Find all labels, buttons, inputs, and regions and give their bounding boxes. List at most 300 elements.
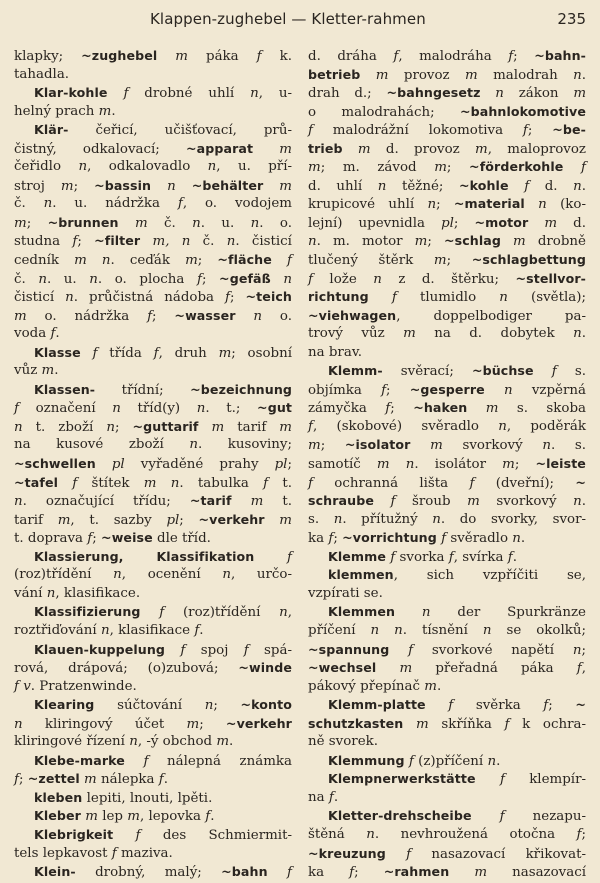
- entry-text: . tísnění: [402, 622, 483, 638]
- grammar-label: f: [123, 86, 129, 102]
- entry-line: [308, 288, 586, 307]
- entry-line: [308, 845, 586, 864]
- grammar-label: n: [308, 234, 317, 250]
- grammar-label: n: [573, 326, 582, 342]
- headword: ~motor: [474, 214, 529, 230]
- grammar-label: f: [14, 772, 19, 788]
- entry-line: [14, 399, 292, 418]
- headword: ~stellvor-: [515, 270, 586, 286]
- grammar-label: m: [430, 438, 443, 454]
- grammar-label: n: [366, 826, 375, 842]
- headword: ~leiste: [535, 456, 586, 472]
- entry-text: maziva.: [116, 845, 173, 861]
- entry-line: [14, 566, 292, 585]
- entry-text: (z)příčení: [413, 753, 488, 769]
- entry-text: ;: [386, 382, 410, 398]
- grammar-label: f: [408, 642, 414, 658]
- grammar-label: f: [92, 345, 98, 361]
- entry-text: ;: [287, 457, 292, 473]
- grammar-label: m: [308, 160, 321, 176]
- entry-text: skříňka: [428, 716, 505, 732]
- entry-text: , u-: [258, 86, 292, 102]
- entry-text: [389, 643, 408, 658]
- grammar-label: f: [576, 826, 582, 842]
- headword: Klauen-kuppelung: [34, 641, 166, 657]
- entry-text: .: [54, 363, 59, 379]
- entry-line: [308, 418, 586, 437]
- grammar-label: f: [243, 642, 249, 658]
- entry-text: ;: [446, 160, 470, 176]
- entry-text: . o. plocha: [97, 271, 197, 287]
- headword: ~brunnen: [47, 214, 119, 230]
- entry-text: t. zboží: [22, 419, 107, 435]
- headword: Klasse: [34, 344, 81, 360]
- entry-text: ;: [390, 401, 414, 417]
- grammar-label: n: [38, 271, 47, 287]
- entry-text: .: [55, 326, 60, 342]
- entry-line: [308, 455, 586, 474]
- grammar-label: n: [112, 401, 121, 417]
- entry-text: ,: [287, 605, 292, 621]
- entry-text: . ceďák: [110, 253, 186, 269]
- entry-text: vání: [14, 585, 47, 601]
- entry-text: .: [436, 678, 442, 694]
- entry-text: [360, 68, 375, 83]
- entry-text: [232, 494, 251, 509]
- entry-line: [308, 121, 586, 140]
- grammar-label: f: [408, 753, 414, 769]
- headword: ~bahngesetz: [386, 85, 481, 101]
- grammar-label: n: [573, 67, 582, 83]
- headword: Klemm-: [328, 363, 383, 379]
- grammar-label: n: [283, 271, 292, 287]
- entry-line: [14, 807, 292, 826]
- entry-line: [308, 807, 586, 826]
- grammar-label: n n: [370, 622, 403, 638]
- entry-text: tlučený štěrk: [308, 253, 434, 269]
- entry-text: .: [496, 753, 501, 769]
- grammar-label: f: [385, 401, 391, 417]
- grammar-label: n: [573, 178, 582, 194]
- grammar-label: f: [543, 698, 549, 714]
- entry-text: kliringový účet: [22, 716, 187, 732]
- entry-text: drah d.;: [308, 86, 387, 102]
- grammar-label: n: [89, 271, 98, 287]
- entry-text: s.: [556, 364, 586, 380]
- entry-text: [509, 179, 525, 194]
- grammar-label: f: [287, 549, 292, 565]
- grammar-label: m: [98, 103, 112, 119]
- entry-line: [14, 659, 292, 678]
- entry-line: [14, 474, 292, 493]
- grammar-label: m: [573, 86, 587, 102]
- grammar-label: n: [167, 178, 176, 194]
- entry-text: třída: [97, 345, 154, 361]
- grammar-label: m: [474, 865, 488, 881]
- headword: schutzkasten: [308, 715, 404, 731]
- entry-text: svorkový: [442, 438, 543, 454]
- entry-text: drobný, malý;: [75, 865, 222, 881]
- headword: Klemme: [328, 548, 387, 564]
- entry-text: . označující třídu;: [22, 494, 190, 510]
- headword: ~material: [453, 196, 525, 212]
- entry-text: třídní;: [95, 382, 191, 398]
- grammar-label: f: [72, 234, 78, 250]
- entry-text: , lepovka: [139, 809, 206, 825]
- entry-line: [14, 158, 292, 177]
- headword: kleben: [34, 789, 83, 805]
- entry-text: čeřicí, učišťovací, prů-: [68, 123, 292, 139]
- grammar-label: f: [508, 49, 514, 64]
- entry-text: tarif: [224, 419, 280, 435]
- grammar-label: m: [60, 178, 74, 194]
- entry-line: [308, 511, 586, 530]
- grammar-label: m: [414, 234, 428, 250]
- entry-text: [253, 142, 279, 157]
- entry-text: , klasifikace.: [55, 585, 141, 601]
- entry-line: [14, 84, 292, 103]
- entry-text: č.: [147, 215, 193, 231]
- grammar-label: n: [14, 494, 23, 510]
- headword: ~weise: [101, 530, 153, 546]
- grammar-label: n: [373, 271, 382, 287]
- entry-text: klempír-: [504, 772, 586, 788]
- grammar-label: m: [84, 772, 97, 788]
- entry-text: , -ý obchod: [137, 734, 217, 750]
- entry-text: , maloprovoz: [487, 141, 586, 157]
- headword: ~kreuzung: [308, 845, 386, 861]
- grammar-label: n: [482, 622, 492, 638]
- entry-text: [534, 364, 552, 379]
- entry-text: [58, 476, 72, 491]
- entry-text: spá-: [248, 642, 292, 658]
- entry-text: dle tříd.: [152, 531, 211, 547]
- entry-text: [141, 605, 160, 620]
- entry-text: těžné;: [386, 178, 459, 194]
- entry-line: [308, 789, 586, 808]
- entry-text: . Pratzenwinde.: [30, 678, 137, 694]
- entry-text: . o.: [259, 215, 292, 231]
- grammar-label: m: [185, 253, 198, 269]
- grammar-label: f: [143, 753, 149, 769]
- entry-line: [308, 47, 586, 66]
- headword: ~schlag: [443, 233, 501, 249]
- entry-line: [308, 325, 586, 344]
- entry-text: ;: [513, 49, 535, 64]
- grammar-label: m: [216, 734, 230, 750]
- entry-text: štěná: [308, 826, 367, 842]
- headword: ~apparat: [186, 140, 254, 156]
- entry-text: [410, 438, 430, 453]
- headword: ~: [575, 474, 587, 490]
- grammar-label: f: [524, 178, 530, 194]
- grammar-label: f: [287, 253, 292, 269]
- grammar-label: m: [218, 345, 232, 361]
- entry-text: ;: [92, 531, 102, 547]
- entry-line: [14, 307, 292, 326]
- entry-text: . isolátor: [414, 457, 503, 473]
- entry-line: [308, 307, 586, 326]
- entry-text: , sich vzpříčiti se,: [393, 568, 586, 584]
- entry-text: ;: [77, 234, 95, 250]
- header-title: Klappen-zughebel — Kletter-rahmen: [150, 10, 426, 28]
- grammar-label: n: [504, 382, 513, 398]
- grammar-label: f: [87, 531, 93, 547]
- grammar-label: f: [328, 531, 334, 547]
- grammar-label: f: [581, 160, 586, 176]
- headword: ~bezeichnung: [190, 381, 292, 397]
- grammar-label: f: [469, 475, 475, 491]
- entry-text: příčení: [308, 622, 371, 638]
- entry-line: [308, 529, 586, 548]
- grammar-label: m n: [143, 475, 180, 491]
- entry-text: [386, 847, 406, 862]
- entry-text: ;: [320, 438, 345, 454]
- grammar-label: n: [333, 511, 343, 527]
- entry-text: [395, 605, 422, 620]
- entry-line: [14, 288, 292, 307]
- entry-line: [308, 566, 586, 585]
- entry-text: , určo-: [230, 567, 292, 583]
- entry-line: [308, 603, 586, 622]
- grammar-label: n: [432, 511, 441, 527]
- entry-text: označení: [18, 401, 113, 417]
- entry-line: [308, 344, 586, 363]
- entry-text: .: [229, 734, 234, 750]
- entry-text: .: [210, 809, 215, 825]
- grammar-label: f: [448, 549, 454, 565]
- grammar-label: m: [85, 809, 98, 825]
- headword: Klempnerwerkstätte: [328, 771, 476, 787]
- entry-text: . u.: [200, 215, 251, 231]
- entry-text: d.: [557, 215, 586, 231]
- grammar-label: n: [495, 86, 504, 102]
- entry-text: [165, 643, 180, 658]
- entry-text: .: [111, 103, 116, 119]
- grammar-label: n: [46, 585, 56, 601]
- grammar-label: m: [544, 215, 558, 231]
- entry-text: ;: [548, 698, 576, 714]
- entry-text: t. doprava: [14, 531, 88, 547]
- entry-text: .: [581, 326, 587, 342]
- entry-line: [14, 678, 292, 697]
- grammar-label: m: [279, 178, 292, 194]
- grammar-label: m, n: [152, 234, 191, 250]
- entry-text: z d. štěrku;: [381, 271, 516, 287]
- entry-text: k ochra-: [509, 716, 587, 732]
- entry-text: ;: [581, 642, 586, 658]
- entry-text: .: [581, 67, 586, 83]
- entry-text: (dveřní);: [474, 475, 576, 491]
- entry-text: páka: [188, 49, 257, 64]
- entry-text: . tabulka: [179, 475, 264, 491]
- entry-text: svorkové napětí: [413, 642, 573, 658]
- grammar-label: f: [111, 845, 117, 861]
- entry-line: [14, 455, 292, 474]
- entry-line: [14, 845, 292, 864]
- grammar-label: f: [390, 494, 396, 510]
- headword: ~verkehr: [198, 511, 265, 527]
- entry-line: [14, 696, 292, 715]
- entry-text: klapky;: [14, 49, 82, 64]
- entry-line: [14, 622, 292, 641]
- entry-text: č.: [14, 196, 44, 212]
- grammar-label: f: [504, 716, 510, 732]
- grammar-label: m: [485, 401, 499, 417]
- entry-text: na brav.: [308, 344, 363, 360]
- entry-text: der Spurkränze: [430, 605, 586, 621]
- grammar-label: n: [253, 308, 263, 324]
- grammar-label: n: [250, 86, 259, 102]
- grammar-label: m: [465, 67, 478, 83]
- grammar-label: n: [250, 215, 260, 231]
- entry-text: , klasifikace: [109, 622, 195, 638]
- entry-line: [14, 548, 292, 567]
- entry-text: ;: [333, 531, 343, 547]
- headword: ~vorrichtung: [342, 530, 437, 546]
- grammar-label: pl: [111, 457, 125, 473]
- grammar-label: f: [14, 401, 19, 417]
- entry-text: . nevhroužená otočna: [374, 826, 577, 842]
- headword: ~bahn-: [534, 48, 587, 63]
- entry-text: svěrací;: [382, 364, 472, 380]
- entry-text: ;: [26, 215, 48, 231]
- grammar-label: f: [72, 475, 78, 491]
- entry-text: helný prach: [14, 103, 99, 119]
- entry-text: [485, 383, 504, 398]
- entry-text: ;: [427, 234, 444, 250]
- entry-text: čisticí: [14, 290, 66, 306]
- headword: ~bahnlokomotive: [459, 103, 586, 119]
- entry-text: (roz)třídění: [164, 605, 280, 621]
- grammar-label: m: [279, 419, 292, 435]
- entry-text: [501, 234, 513, 249]
- entry-line: [308, 826, 586, 845]
- entry-text: ;: [581, 826, 586, 842]
- headword: ~bassin: [94, 177, 152, 193]
- entry-text: tlumidlo: [396, 290, 500, 306]
- entry-text: ;: [197, 253, 218, 269]
- entry-line: [14, 177, 292, 196]
- entry-text: ;: [213, 698, 241, 714]
- entry-line: [14, 436, 292, 455]
- entry-text: .: [163, 772, 168, 788]
- entry-text: cedník: [14, 253, 75, 269]
- entry-text: ;: [179, 512, 199, 528]
- entry-line: [14, 752, 292, 771]
- headword: Klemm-platte: [328, 697, 426, 713]
- entry-text: , odkalovadlo: [87, 159, 208, 175]
- entry-text: [563, 160, 581, 175]
- entry-text: [472, 809, 500, 824]
- entry-text: d. provoz: [370, 141, 475, 157]
- entry-line: [308, 270, 586, 289]
- entry-text: tahadla.: [14, 66, 70, 82]
- entry-line: [14, 47, 292, 66]
- entry-text: k.: [261, 49, 292, 64]
- entry-text: , doppelbodiger pa-: [396, 308, 586, 324]
- entry-text: d.: [529, 178, 574, 194]
- entry-text: , poděrák: [506, 418, 586, 434]
- grammar-label: n: [512, 531, 521, 547]
- grammar-label: f: [308, 271, 313, 287]
- entry-line: [308, 659, 586, 678]
- headword: ~be-: [552, 122, 586, 138]
- grammar-label: m: [127, 809, 140, 825]
- entry-text: svěradlo: [446, 531, 513, 547]
- entry-text: [265, 513, 280, 528]
- entry-text: tarif: [14, 512, 58, 528]
- entry-line: [308, 232, 586, 251]
- grammar-label: f: [576, 661, 582, 677]
- entry-text: , druh: [158, 345, 219, 361]
- entry-text: o malodrahách;: [308, 104, 460, 120]
- entry-text: [476, 772, 500, 787]
- grammar-label: n: [204, 698, 214, 714]
- headword: ~schlagbettung: [471, 252, 586, 268]
- entry-text: súčtování: [94, 698, 205, 714]
- entry-text: zámyčka: [308, 401, 386, 417]
- entry-line: [14, 121, 292, 140]
- entry-text: roztřiďování: [14, 622, 101, 638]
- entry-line: [14, 418, 292, 437]
- entry-text: nasazovací křikovat-: [411, 846, 586, 862]
- entry-line: [14, 863, 292, 882]
- entry-text: . u. nádržka: [52, 196, 178, 212]
- headword: ~tarif: [189, 493, 232, 509]
- entry-line: [308, 362, 586, 381]
- grammar-label: n: [106, 419, 115, 435]
- entry-text: ochranná lišta: [312, 475, 470, 491]
- entry-text: spoj: [185, 642, 244, 658]
- grammar-label: m: [403, 326, 416, 342]
- grammar-label: f: [381, 382, 387, 398]
- page-number: 235: [557, 10, 586, 28]
- grammar-label: f v: [14, 678, 31, 694]
- entry-text: ;: [114, 419, 133, 435]
- grammar-label: m: [475, 141, 488, 157]
- entry-line: [14, 325, 292, 344]
- entry-line: [14, 789, 292, 808]
- entry-text: (roz)třídění: [14, 567, 114, 583]
- grammar-label: n: [100, 622, 110, 638]
- grammar-label: n: [65, 290, 74, 306]
- grammar-label: n: [189, 437, 198, 453]
- grammar-label: f: [391, 290, 397, 306]
- grammar-label: n: [542, 438, 551, 454]
- entry-line: [14, 103, 292, 122]
- entry-text: [376, 661, 399, 676]
- entry-text: ;: [527, 123, 553, 139]
- headword: Klemmen: [328, 604, 396, 620]
- entry-text: na kusové zboží: [14, 437, 190, 453]
- grammar-label: f: [390, 549, 396, 565]
- entry-text: stroj: [14, 178, 61, 194]
- grammar-label: n: [538, 197, 547, 213]
- headword: ~winde: [238, 660, 292, 676]
- entry-line: [308, 177, 586, 196]
- entry-text: [426, 698, 449, 713]
- headword: ~förderkohle: [469, 159, 564, 175]
- grammar-label: f: [194, 622, 200, 638]
- grammar-label: pl: [441, 215, 454, 231]
- entry-text: ;: [354, 865, 384, 881]
- grammar-label: pl: [274, 457, 288, 473]
- headword: ~gefäß: [219, 270, 271, 286]
- entry-text: , u. pří-: [216, 159, 293, 175]
- entry-text: pákový přepínač: [308, 678, 425, 694]
- entry-text: ně svorek.: [308, 734, 379, 750]
